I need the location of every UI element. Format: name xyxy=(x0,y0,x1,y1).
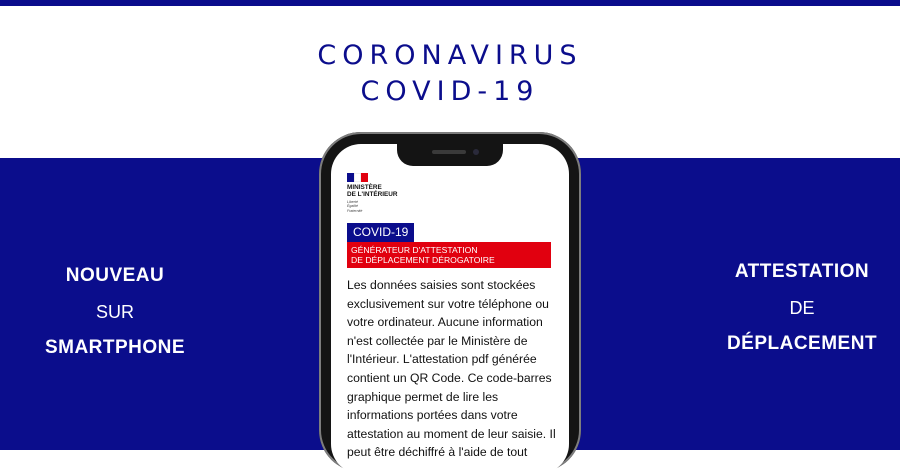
title-line-1: CORONAVIRUS xyxy=(317,40,583,71)
republic-motto xyxy=(347,200,362,213)
flag-blue-stripe xyxy=(347,173,354,182)
right-caption-line-1: ATTESTATION xyxy=(734,261,870,282)
phone-screen xyxy=(331,144,569,474)
flag-white-stripe xyxy=(354,173,361,182)
camera-icon xyxy=(473,149,479,155)
top-stripe xyxy=(0,0,900,6)
generator-banner xyxy=(347,242,551,268)
left-caption-line-3: SMARTPHONE xyxy=(44,337,186,358)
right-caption xyxy=(712,254,892,362)
motto-line-1: Liberté xyxy=(347,200,358,204)
ministry-line-2: DE L'INTÉRIEUR xyxy=(347,191,398,198)
speaker-icon xyxy=(432,150,466,154)
covid-tag: COVID-19 xyxy=(347,223,414,242)
page-title xyxy=(0,38,900,110)
french-flag-icon xyxy=(347,173,368,182)
ministry-logo-text xyxy=(347,184,398,198)
right-caption-line-2: DE xyxy=(789,298,815,318)
left-caption-line-2: SUR xyxy=(95,302,134,322)
motto-line-3: Fraternité xyxy=(347,208,363,213)
right-caption-line-3: DÉPLACEMENT xyxy=(726,333,878,354)
smartphone-mockup xyxy=(319,132,581,472)
privacy-notice-text: Les données saisies sont stockées exclusivement sur votre téléphone ou votre ordinateur. Aucune information n'est collectée par le Ministère de l'Intérieur. L'attestation pdf générée contient un QR Code. Ce code-barres graphique permet de lire les informations portées dans votre attestation au moment de leur saisie. Il peut être déchiffré à l'aide de tout xyxy=(347,278,556,460)
flag-red-stripe xyxy=(361,173,368,182)
generator-line-1: GÉNÉRATEUR D'ATTESTATION xyxy=(351,245,478,255)
motto-line-2: Égalité xyxy=(347,204,358,209)
left-caption xyxy=(20,258,210,366)
left-caption-line-1: NOUVEAU xyxy=(65,265,165,286)
title-line-2: COVID-19 xyxy=(360,76,540,107)
phone-notch xyxy=(397,144,503,166)
ministry-line-1: MINISTÈRE xyxy=(347,184,382,191)
generator-line-2: DE DÉPLACEMENT DÉROGATOIRE xyxy=(351,255,495,265)
